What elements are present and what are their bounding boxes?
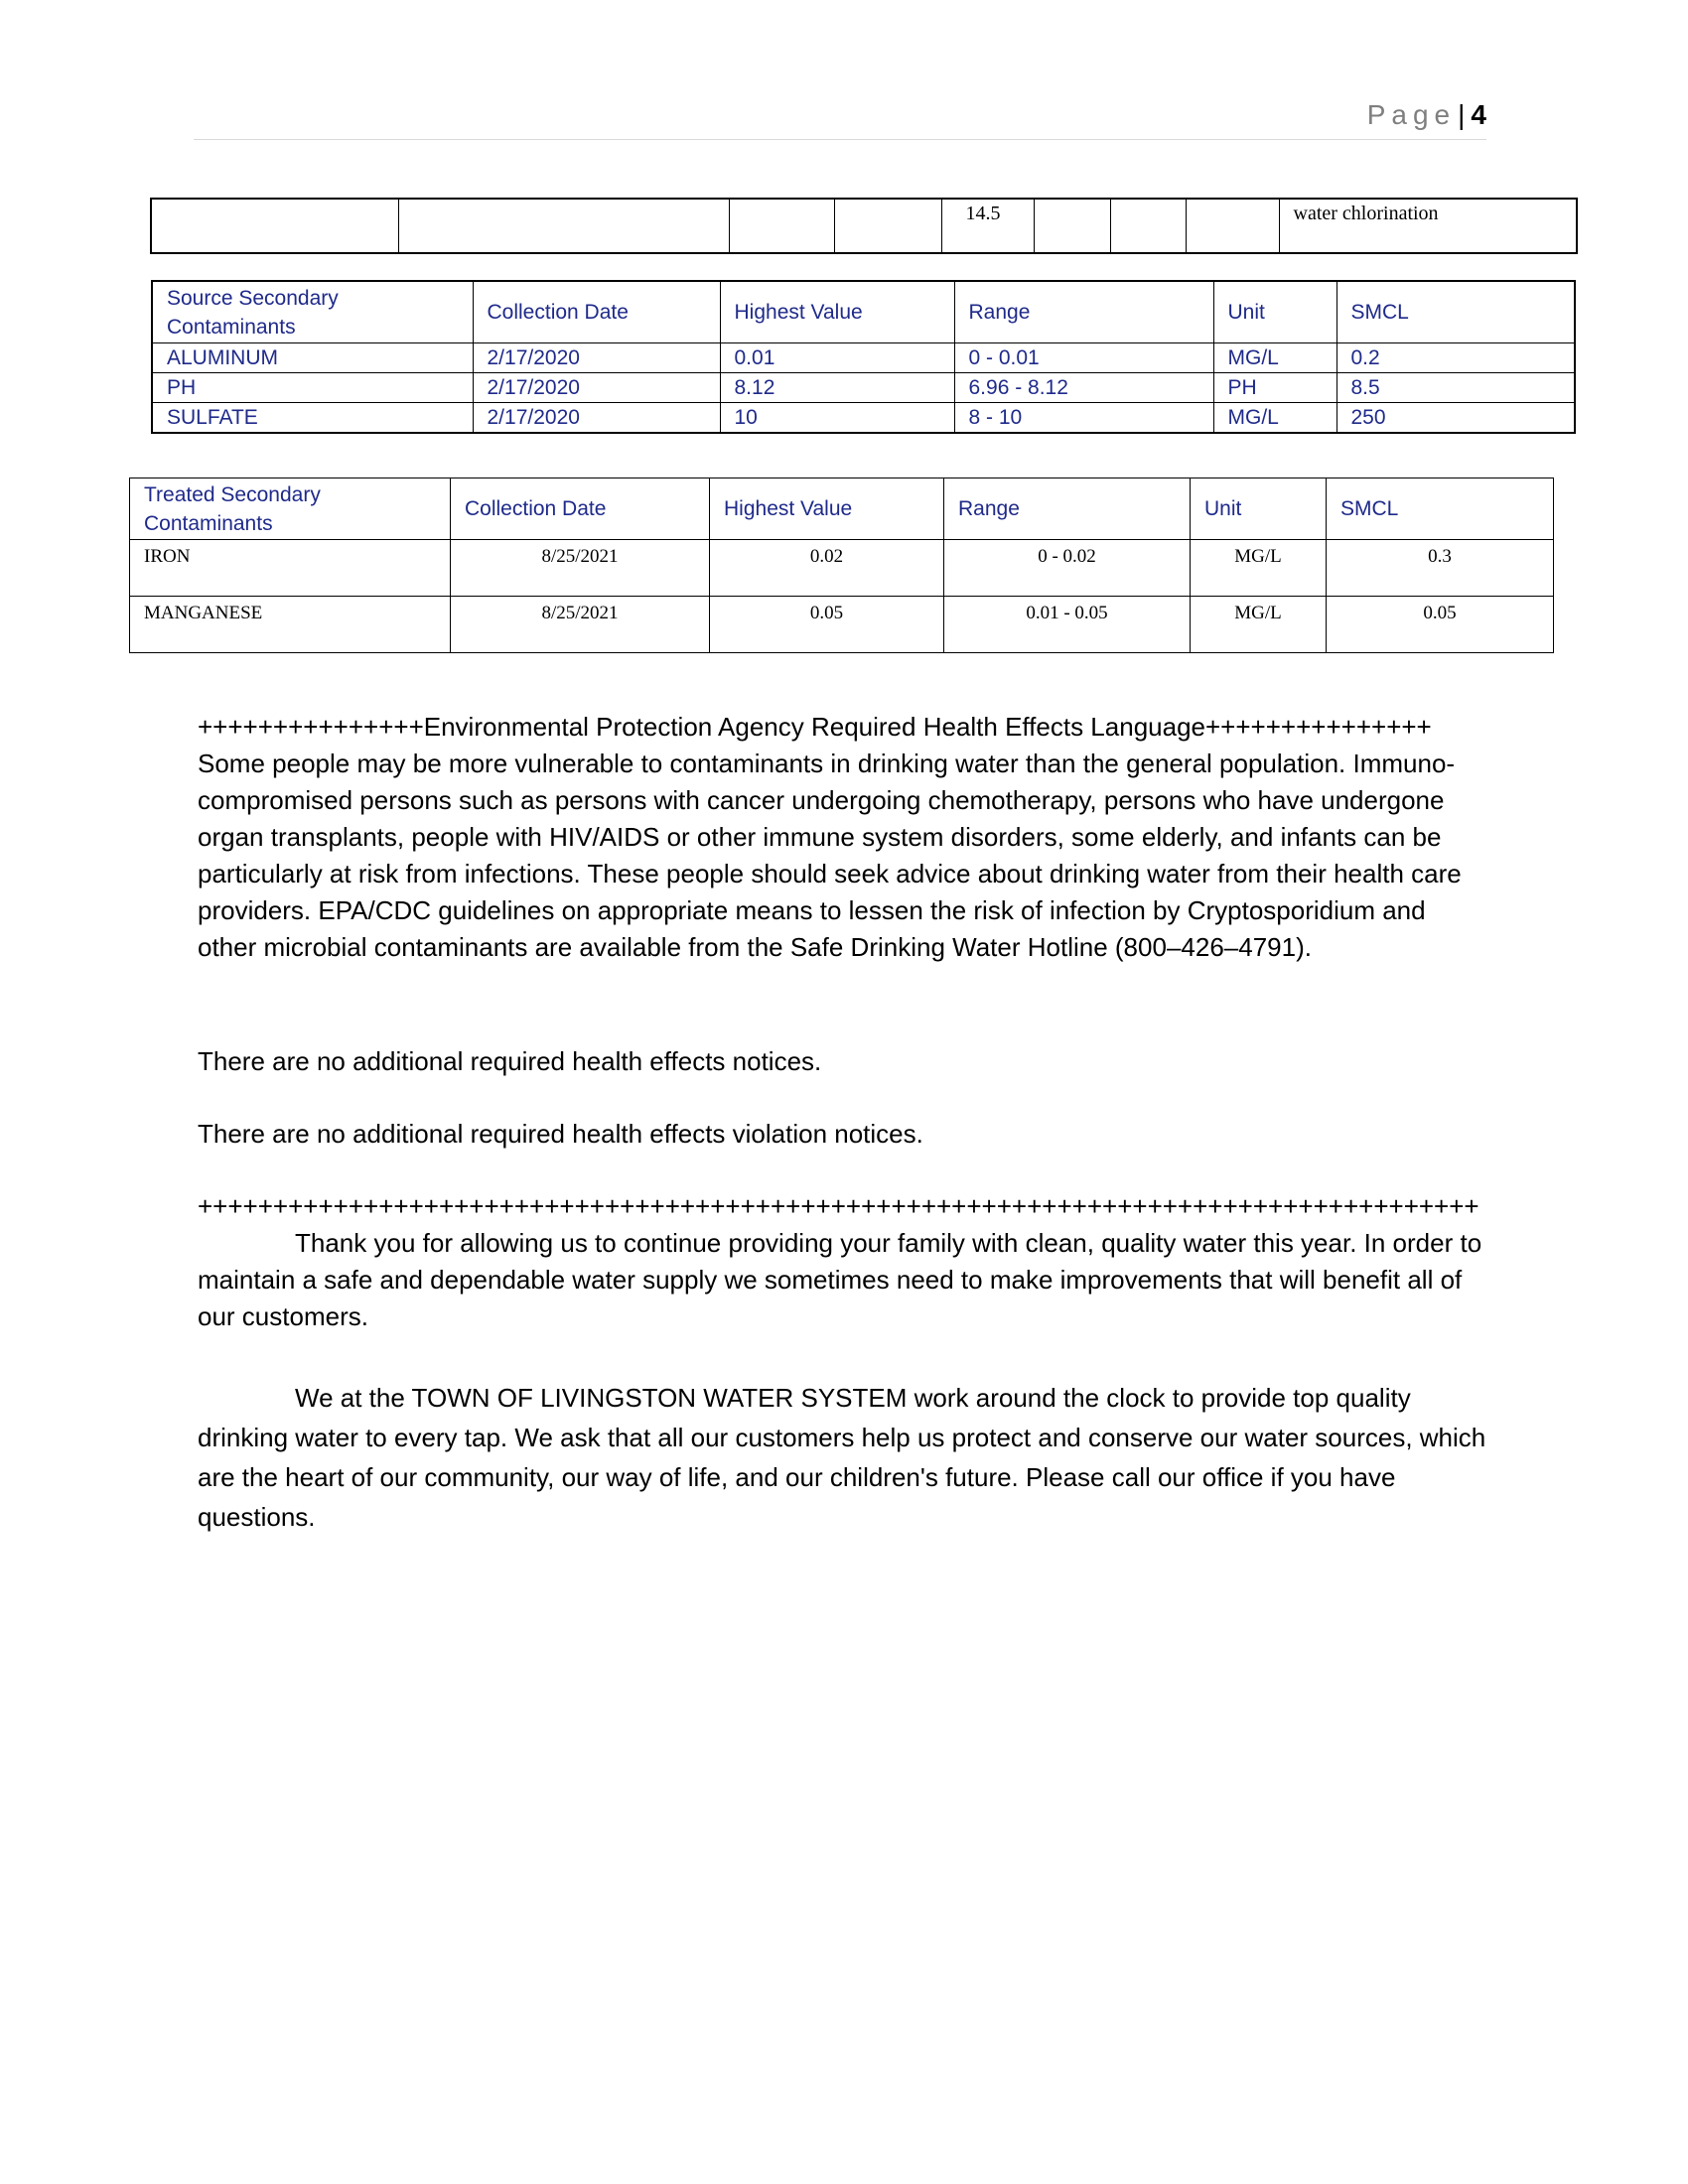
table-row xyxy=(152,343,1575,373)
column-header: Range xyxy=(944,478,1191,540)
table-cell: 0.01 - 0.05 xyxy=(944,597,1191,653)
table-cell: MG/L xyxy=(1191,540,1327,597)
column-header: Source Secondary Contaminants xyxy=(152,281,473,343)
continuation-table xyxy=(150,198,1578,254)
table-cell xyxy=(729,199,834,253)
column-header: Highest Value xyxy=(710,478,944,540)
table-cell: 8/25/2021 xyxy=(451,540,710,597)
closing-paragraph-1 xyxy=(198,1225,1488,1335)
table-cell: SULFATE xyxy=(152,403,473,434)
health-effects-section xyxy=(198,709,1488,966)
table-row xyxy=(152,403,1575,434)
source-secondary-table xyxy=(151,280,1576,434)
table-cell: 0.02 xyxy=(710,540,944,597)
column-header: Unit xyxy=(1213,281,1336,343)
table-cell: ALUMINUM xyxy=(152,343,473,373)
closing-paragraph-2-text: We at the TOWN OF LIVINGSTON WATER SYSTEM work around the clock to provide top quality drinking water to every tap. We ask that all our customers help us protect and conserve our water sources, which are the heart of our community, our way of life, and our children's future. Please call our office if you have questions. xyxy=(198,1383,1486,1532)
table-cell: 8.12 xyxy=(720,373,954,403)
table-cell: MANGANESE xyxy=(130,597,451,653)
table-cell: PH xyxy=(152,373,473,403)
health-effects-heading: +++++++++++++++Environmental Protection Agency Required Health Effects Language+++++++++++++++ xyxy=(198,712,1432,742)
table-cell: MG/L xyxy=(1213,403,1336,434)
page-header xyxy=(194,97,1486,140)
table-cell: 10 xyxy=(720,403,954,434)
page-separator: | xyxy=(1458,99,1466,130)
table-cell xyxy=(1110,199,1186,253)
table-cell xyxy=(151,199,398,253)
table-cell: 0.05 xyxy=(710,597,944,653)
health-effects-body: Some people may be more vulnerable to contaminants in drinking water than the general population. Immuno-compromised persons such as persons with cancer undergoing chemotherapy, persons who have undergone organ transplants, people with HIV/AIDS or other immune system disorders, some elderly, and infants can be particularly at risk from infections. These people should seek advice about drinking water from their health care providers. EPA/CDC guidelines on appropriate means to lessen the risk of infection by Cryptosporidium and other microbial contaminants are available from the Safe Drinking Water Hotline (800–426–4791). xyxy=(198,749,1462,962)
table-cell: 0.01 xyxy=(720,343,954,373)
table-cell: 2/17/2020 xyxy=(473,343,720,373)
table-cell: 14.5 xyxy=(941,199,1034,253)
table-row xyxy=(130,540,1554,597)
table-cell: 250 xyxy=(1336,403,1575,434)
table-cell: 0.05 xyxy=(1327,597,1554,653)
table-cell: IRON xyxy=(130,540,451,597)
table-cell: 2/17/2020 xyxy=(473,403,720,434)
closing-paragraph-1-text: Thank you for allowing us to continue providing your family with clean, quality water this year. In order to maintain a safe and dependable water supply we sometimes need to make improvements that will benefit all of our customers. xyxy=(198,1228,1482,1331)
table-row xyxy=(130,597,1554,653)
table-cell: PH xyxy=(1213,373,1336,403)
health-effects-notice: There are no additional required health effects notices. xyxy=(198,1046,822,1076)
table-cell: 8 - 10 xyxy=(954,403,1213,434)
table-cell: 8.5 xyxy=(1336,373,1575,403)
table-cell: 6.96 - 8.12 xyxy=(954,373,1213,403)
column-header: Collection Date xyxy=(451,478,710,540)
table-cell xyxy=(1034,199,1110,253)
table-cell: 2/17/2020 xyxy=(473,373,720,403)
column-header: SMCL xyxy=(1336,281,1575,343)
treated-secondary-table xyxy=(129,478,1554,653)
table-header-row xyxy=(130,478,1554,540)
page-word: Page xyxy=(1366,99,1457,130)
notice-paragraph xyxy=(198,1043,1488,1080)
column-header: Collection Date xyxy=(473,281,720,343)
table-row xyxy=(152,373,1575,403)
closing-section-2 xyxy=(198,1378,1488,1537)
table-cell: 0.3 xyxy=(1327,540,1554,597)
column-header: Range xyxy=(954,281,1213,343)
divider-line: +++++++++++++++++++++++++++++++++++++++++++++++++++++++++++++++++++++++++++++++++++++ xyxy=(198,1191,1479,1221)
table-header-row xyxy=(152,281,1575,343)
table-cell: water chlorination xyxy=(1279,199,1577,253)
table-cell: 8/25/2021 xyxy=(451,597,710,653)
table-cell: MG/L xyxy=(1191,597,1327,653)
closing-section xyxy=(198,1188,1488,1335)
closing-paragraph-2 xyxy=(198,1378,1488,1537)
table-cell: 0.2 xyxy=(1336,343,1575,373)
table-cell xyxy=(398,199,729,253)
table-cell xyxy=(834,199,941,253)
table-cell: 0 - 0.01 xyxy=(954,343,1213,373)
table-cell xyxy=(1186,199,1279,253)
violation-notice: There are no additional required health effects violation notices. xyxy=(198,1119,923,1149)
column-header: Highest Value xyxy=(720,281,954,343)
table-cell: MG/L xyxy=(1213,343,1336,373)
table-cell: 0 - 0.02 xyxy=(944,540,1191,597)
page-number: 4 xyxy=(1471,99,1486,130)
notice-paragraph xyxy=(198,1116,1488,1153)
page-number-label xyxy=(1367,99,1486,131)
table-row xyxy=(151,199,1577,253)
column-header: Treated Secondary Contaminants xyxy=(130,478,451,540)
column-header: Unit xyxy=(1191,478,1327,540)
column-header: SMCL xyxy=(1327,478,1554,540)
